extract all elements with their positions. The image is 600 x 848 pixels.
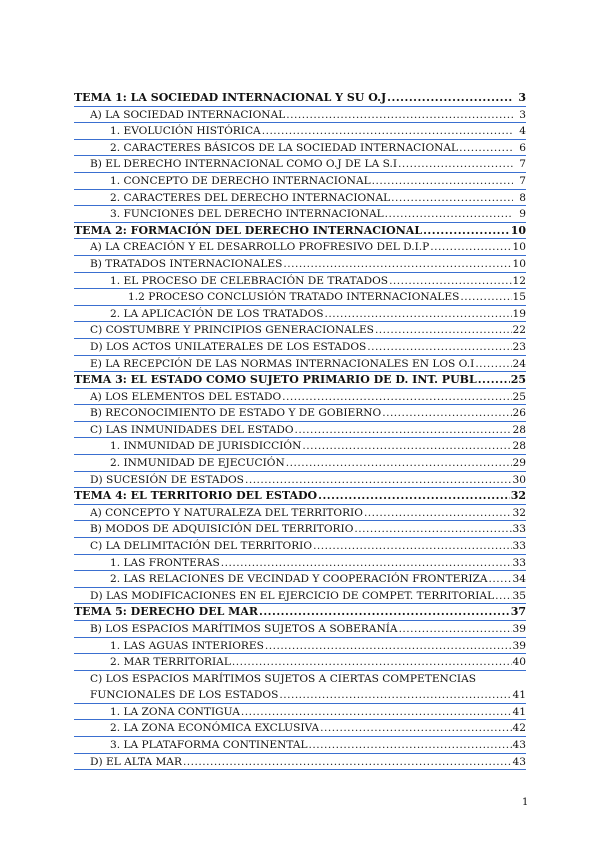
toc-entry[interactable] bbox=[74, 206, 526, 223]
toc-page-number: 23 bbox=[512, 340, 526, 353]
leader-dots bbox=[367, 339, 511, 356]
toc-page-number: 6 bbox=[519, 141, 526, 154]
toc-page-number: 28 bbox=[512, 440, 526, 453]
leader-dots bbox=[279, 687, 511, 703]
toc-entry-text: 2. CARACTERES BÁSICOS DE LA SOCIEDAD INTERNACIONAL bbox=[110, 141, 459, 154]
leader-dots bbox=[391, 190, 513, 207]
toc-entry-text: TEMA 4: EL TERRITORIO DEL ESTADO bbox=[74, 489, 318, 503]
leader-dots bbox=[320, 720, 511, 737]
toc-entry-text: 1. EVOLUCIÓN HISTÓRICA bbox=[110, 125, 261, 138]
toc-entry-text: 2. LAS RELACIONES DE VECINDAD Y COOPERACIÓN FRONTERIZA bbox=[110, 573, 488, 586]
toc-page-number: 24 bbox=[512, 357, 526, 370]
toc-page-number: 30 bbox=[512, 473, 526, 486]
toc-entry-text: A) LA CREACIÓN Y EL DESARROLLO PROFRESIVO DEL D.I.P bbox=[90, 241, 430, 254]
toc-entry[interactable] bbox=[74, 156, 526, 173]
toc-entry-text: B) TRATADOS INTERNACIONALES bbox=[90, 257, 283, 270]
toc-page-number: 41 bbox=[512, 688, 526, 701]
toc-entry-text: 3. FUNCIONES DEL DERECHO INTERNACIONAL bbox=[110, 208, 384, 221]
toc-entry-text: 1. LA ZONA CONTIGUA bbox=[110, 705, 240, 718]
toc-page-number: 35 bbox=[512, 589, 526, 602]
toc-page-number: 37 bbox=[510, 605, 526, 619]
toc-entry-text: D) LAS MODIFICACIONES EN EL EJERCICIO DE COMPET. TERRITORIAL bbox=[90, 589, 495, 602]
leader-dots bbox=[313, 538, 511, 555]
toc-page-number: 3 bbox=[518, 91, 526, 104]
leader-dots bbox=[245, 472, 512, 489]
toc-entry[interactable] bbox=[74, 704, 526, 721]
leader-dots bbox=[460, 289, 511, 306]
toc-entry[interactable] bbox=[74, 505, 526, 522]
leader-dots bbox=[295, 422, 512, 439]
toc-entry-text: 1. CONCEPTO DE DERECHO INTERNACIONAL bbox=[110, 174, 371, 187]
leader-dots bbox=[241, 704, 512, 721]
leader-dots bbox=[430, 239, 511, 256]
toc-chapter-entry[interactable] bbox=[74, 604, 526, 621]
toc-entry[interactable] bbox=[74, 737, 526, 754]
toc-page-number: 33 bbox=[512, 523, 526, 536]
toc-page-number: 25 bbox=[512, 390, 526, 403]
toc-page-number: 33 bbox=[512, 540, 526, 553]
toc-entry-text: D) LOS ACTOS UNILATERALES DE LOS ESTADOS bbox=[90, 340, 367, 353]
toc-entry-text: B) LOS ESPACIOS MARÍTIMOS SUJETOS A SOBERANÍA bbox=[90, 623, 398, 635]
toc-entry-text: 1. LAS FRONTERAS bbox=[110, 556, 220, 569]
toc-chapter-entry[interactable] bbox=[74, 372, 526, 389]
leader-dots bbox=[399, 621, 512, 638]
toc-entry-text-continued: FUNCIONALES DE LOS ESTADOS bbox=[90, 688, 279, 701]
toc-chapter-entry[interactable] bbox=[74, 90, 526, 107]
toc-entry-text: 1. INMUNIDAD DE JURISDICCIÓN bbox=[110, 440, 302, 453]
toc-page-number: 19 bbox=[512, 307, 526, 320]
toc-entry-text: TEMA 2: FORMACIÓN DEL DERECHO INTERNACIONAL bbox=[74, 223, 423, 237]
leader-dots bbox=[286, 107, 513, 124]
toc-entry[interactable] bbox=[74, 190, 526, 207]
toc-entry-text: 2. INMUNIDAD DE EJECUCIÓN bbox=[110, 457, 285, 470]
leader-dots bbox=[387, 90, 513, 107]
toc-entry[interactable] bbox=[74, 289, 526, 306]
toc-entry[interactable] bbox=[74, 720, 526, 737]
toc-page-number: 29 bbox=[512, 457, 526, 470]
toc-entry-text: C) COSTUMBRE Y PRINCIPIOS GENERACIONALES bbox=[90, 324, 374, 337]
toc-entry[interactable] bbox=[74, 256, 526, 273]
toc-page-number: 3 bbox=[519, 108, 526, 121]
toc-entry-text: A) LOS ELEMENTOS DEL ESTADO bbox=[90, 390, 282, 403]
leader-dots bbox=[232, 654, 512, 671]
toc-entry[interactable] bbox=[74, 306, 526, 323]
toc-page-number: 12 bbox=[512, 274, 526, 287]
toc-entry-text: 3. LA PLATAFORMA CONTINENTAL bbox=[110, 738, 308, 751]
leader-dots bbox=[325, 306, 512, 323]
leader-dots bbox=[459, 140, 513, 157]
toc-page-number: 7 bbox=[519, 158, 526, 171]
leader-dots bbox=[375, 322, 512, 339]
leader-dots bbox=[385, 206, 513, 223]
leader-dots bbox=[398, 156, 513, 173]
toc-entry-text: 1.2 PROCESO CONCLUSIÓN TRATADO INTERNACIONALES bbox=[128, 291, 460, 304]
toc-entry[interactable] bbox=[74, 273, 526, 290]
leader-dots bbox=[259, 604, 510, 621]
toc-page-number: 40 bbox=[512, 656, 526, 669]
toc-page-number: 7 bbox=[519, 174, 526, 187]
page-number: 1 bbox=[522, 797, 529, 808]
toc-page-number: 9 bbox=[519, 208, 526, 221]
toc-entry-text: 1. EL PROCESO DE CELEBRACIÓN DE TRATADOS bbox=[110, 274, 389, 287]
toc-page-number: 15 bbox=[512, 291, 526, 304]
toc-entry-text: 2. LA ZONA ECONÓMICA EXCLUSIVA bbox=[110, 722, 320, 735]
toc-entry-text: TEMA 1: LA SOCIEDAD INTERNACIONAL Y SU O.J bbox=[74, 91, 387, 104]
leader-dots bbox=[302, 438, 511, 455]
toc-entry-text: TEMA 3: EL ESTADO COMO SUJETO PRIMARIO DE D. INT. PUBL bbox=[74, 373, 477, 387]
toc-entry[interactable] bbox=[74, 140, 526, 157]
toc-page-number: 10 bbox=[512, 241, 526, 254]
toc-entry[interactable] bbox=[74, 754, 526, 771]
toc-entry-text: C) LAS INMUNIDADES DEL ESTADO bbox=[90, 423, 294, 436]
toc-entry[interactable] bbox=[74, 339, 526, 356]
leader-dots bbox=[221, 555, 512, 572]
toc-entry-text: D) EL ALTA MAR bbox=[90, 755, 182, 768]
leader-dots bbox=[475, 356, 511, 373]
toc-entry[interactable] bbox=[74, 438, 526, 455]
toc-entry[interactable] bbox=[74, 521, 526, 538]
leader-dots bbox=[318, 488, 510, 505]
toc-page-number: 39 bbox=[512, 623, 526, 635]
toc-entry[interactable] bbox=[74, 405, 526, 422]
toc-page-number: 32 bbox=[512, 506, 526, 519]
toc-entry[interactable] bbox=[74, 588, 526, 605]
toc-page-number: 41 bbox=[512, 705, 526, 718]
leader-dots bbox=[286, 455, 512, 472]
toc-entry-text: D) SUCESIÓN DE ESTADOS bbox=[90, 473, 244, 486]
leader-dots bbox=[262, 123, 513, 140]
toc-entry[interactable] bbox=[74, 654, 526, 671]
toc-entry-text: C) LOS ESPACIOS MARÍTIMOS SUJETOS A CIERTAS COMPETENCIAS bbox=[90, 672, 477, 685]
leader-dots bbox=[265, 638, 512, 655]
toc-entry-text: 2. LA APLICACIÓN DE LOS TRATADOS bbox=[110, 307, 324, 320]
toc-entry[interactable] bbox=[74, 455, 526, 472]
toc-page-number: 39 bbox=[512, 639, 526, 652]
toc-entry[interactable] bbox=[74, 555, 526, 572]
toc-entry-text: C) LA DELIMITACIÓN DEL TERRITORIO bbox=[90, 540, 313, 553]
leader-dots bbox=[364, 505, 512, 522]
table-of-contents bbox=[74, 90, 526, 770]
toc-entry[interactable] bbox=[74, 638, 526, 655]
toc-page-number: 33 bbox=[512, 556, 526, 569]
toc-entry[interactable] bbox=[74, 123, 526, 140]
leader-dots bbox=[309, 737, 512, 754]
toc-chapter-entry[interactable] bbox=[74, 488, 526, 505]
toc-entry-text: 2. MAR TERRITORIAL bbox=[110, 656, 231, 669]
toc-entry[interactable] bbox=[74, 472, 526, 489]
leader-dots bbox=[382, 405, 511, 422]
toc-entry-text: A) LA SOCIEDAD INTERNACIONAL bbox=[90, 108, 286, 121]
toc-page-number: 34 bbox=[512, 573, 526, 586]
leader-dots bbox=[282, 389, 511, 406]
toc-entry[interactable] bbox=[74, 322, 526, 339]
toc-page-number: 10 bbox=[512, 257, 526, 270]
toc-entry[interactable] bbox=[74, 356, 526, 373]
toc-chapter-entry[interactable] bbox=[74, 223, 526, 240]
toc-page-number: 32 bbox=[510, 489, 526, 503]
toc-page-number: 43 bbox=[512, 755, 526, 768]
leader-dots bbox=[372, 173, 513, 190]
toc-entry[interactable] bbox=[74, 538, 526, 555]
toc-page-number: 4 bbox=[519, 125, 526, 138]
toc-entry-text: TEMA 5: DERECHO DEL MAR bbox=[74, 605, 259, 619]
toc-entry-text: B) EL DERECHO INTERNACIONAL COMO O.J DE LA S.I bbox=[90, 158, 398, 171]
leader-dots bbox=[354, 521, 511, 538]
toc-page-number: 10 bbox=[510, 223, 526, 237]
leader-dots bbox=[183, 754, 512, 771]
leader-dots bbox=[389, 273, 511, 290]
toc-entry[interactable] bbox=[74, 107, 526, 124]
toc-entry-text: B) MODOS DE ADQUISICIÓN DEL TERRITORIO bbox=[90, 523, 354, 536]
toc-entry-text: A) CONCEPTO Y NATURALEZA DEL TERRITORIO bbox=[90, 506, 363, 519]
toc-page-number: 26 bbox=[512, 407, 526, 420]
toc-entry-text: B) RECONOCIMIENTO DE ESTADO Y DE GOBIERNO bbox=[90, 407, 382, 420]
toc-entry[interactable] bbox=[74, 671, 526, 704]
toc-entry[interactable] bbox=[74, 571, 526, 588]
leader-dots bbox=[423, 223, 510, 240]
toc-entry-text: E) LA RECEPCIÓN DE LAS NORMAS INTERNACIONALES EN LOS O.I bbox=[90, 357, 475, 370]
toc-page-number: 25 bbox=[510, 373, 526, 387]
toc-entry[interactable] bbox=[74, 239, 526, 256]
toc-page-number: 42 bbox=[512, 722, 526, 735]
toc-entry[interactable] bbox=[74, 422, 526, 439]
toc-page-number: 22 bbox=[512, 324, 526, 337]
toc-entry[interactable] bbox=[74, 389, 526, 406]
leader-dots bbox=[283, 256, 511, 273]
toc-entry[interactable] bbox=[74, 621, 526, 638]
leader-dots bbox=[489, 571, 512, 588]
leader-dots bbox=[478, 372, 510, 389]
leader-dots bbox=[495, 588, 511, 605]
toc-page-number: 8 bbox=[519, 191, 526, 204]
toc-entry-text: 2. CARACTERES DEL DERECHO INTERNACIONAL bbox=[110, 191, 391, 204]
toc-entry[interactable] bbox=[74, 173, 526, 190]
toc-entry-text: 1. LAS AGUAS INTERIORES bbox=[110, 639, 264, 652]
toc-page-number: 43 bbox=[512, 738, 526, 751]
toc-page-number: 28 bbox=[512, 423, 526, 436]
